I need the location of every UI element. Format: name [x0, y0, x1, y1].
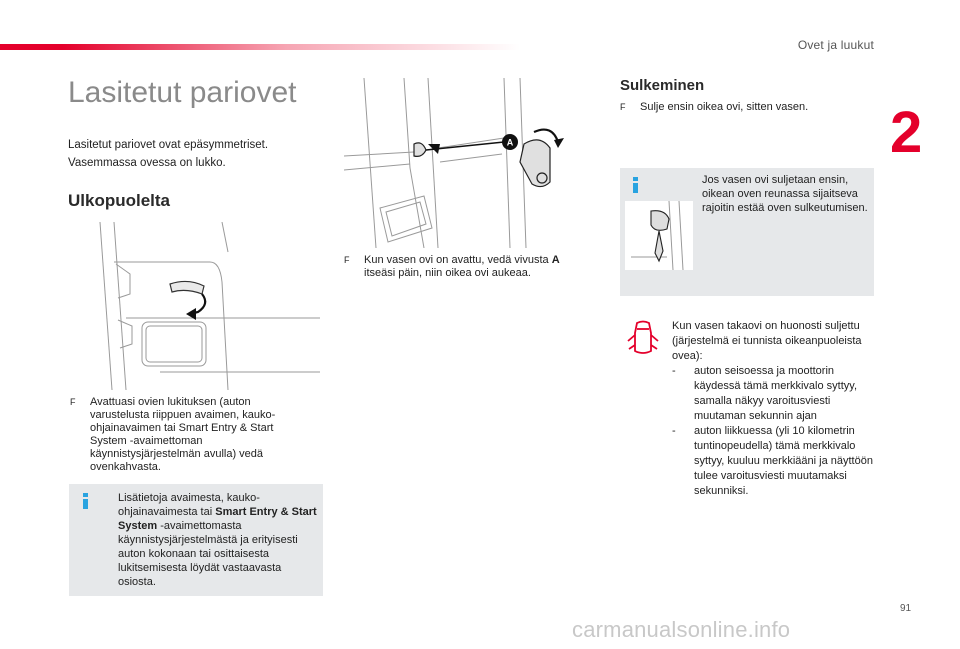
bullet-mark: F: [70, 397, 76, 407]
bullet-outside: [70, 396, 306, 474]
bullet-lever: [344, 254, 586, 280]
info-box-closing-text: Jos vasen ovi suljetaan ensin, oikean oven reunassa sijaitseva rajoitin estää oven sulkeutumisen.: [702, 174, 868, 214]
bullet-mark: F: [344, 255, 350, 265]
header-accent-bar: [0, 44, 520, 50]
bullet-outside-text: Avattuasi ovien lukituksen (auton varustelusta riippuen avaimen, kauko-ohjainavaimen tai Smart Entry & Start System -avaimettoman käynnistysjärjestelmän avulla) vedä ovenkahvasta.: [90, 396, 276, 473]
info-box-keys-text: Lisätietoja avaimesta, kauko-ohjainavaimesta tai Smart Entry & Start System -avaimettomasta käynnistysjärjestelmästä ja erityisesti auton kokonaan tai osittaisesta lukitsemisesta löydät vastaavasta osiosta.: [118, 492, 317, 588]
section-heading-outside: Ulkopuolelta: [68, 191, 171, 210]
chapter-number: 2: [890, 100, 923, 165]
info-box-keys: [69, 484, 323, 596]
bullet-closing-text: Sulje ensin oikea ovi, sitten vasen.: [640, 101, 809, 113]
door-open-warning-icon: [626, 319, 660, 359]
running-head: Ovet ja luukut: [797, 38, 874, 52]
lever-a-illustration: [344, 78, 594, 248]
intro-line-2: Vasemmassa ovessa on lukko.: [68, 157, 226, 169]
bullet-mark: F: [620, 102, 626, 112]
info-box-closing: [620, 168, 874, 296]
warning-intro: Kun vasen takaovi on huonosti suljettu (järjestelmä ei tunnista oikeanpuoleista ovea):: [672, 320, 862, 362]
page-number: 91: [900, 603, 912, 614]
warning-item-1: - auton seisoessa ja moottorin käydessä tämä merkkivalo syttyy, samalla näkyy varoitusviesti muutaman sekunnin ajan: [672, 365, 858, 422]
page-title: Lasitetut pariovet: [68, 76, 297, 109]
watermark: carmanualsonline.info: [572, 617, 791, 642]
callout-label-a: A: [506, 137, 514, 148]
door-handle-illustration: [70, 222, 324, 390]
door-stop-illustration: [625, 201, 693, 270]
section-heading-closing: Sulkeminen: [620, 77, 705, 94]
warning-text: [672, 319, 882, 499]
bullet-lever-text: Kun vasen ovi on avattu, vedä vivusta A itseäsi päin, niin oikea ovi aukeaa.: [364, 254, 560, 279]
intro-text: [68, 136, 318, 172]
warning-item-2: - auton liikkuessa (yli 10 kilometrin tuntinopeudella) tämä merkkivalo syttyy, kuuluu merkkiääni ja näyttöön tulee varoitusviesti muutamaksi sekunniksi.: [672, 425, 873, 497]
intro-line-1: Lasitetut pariovet ovat epäsymmetriset.: [68, 139, 269, 151]
bullet-closing: [620, 101, 880, 114]
